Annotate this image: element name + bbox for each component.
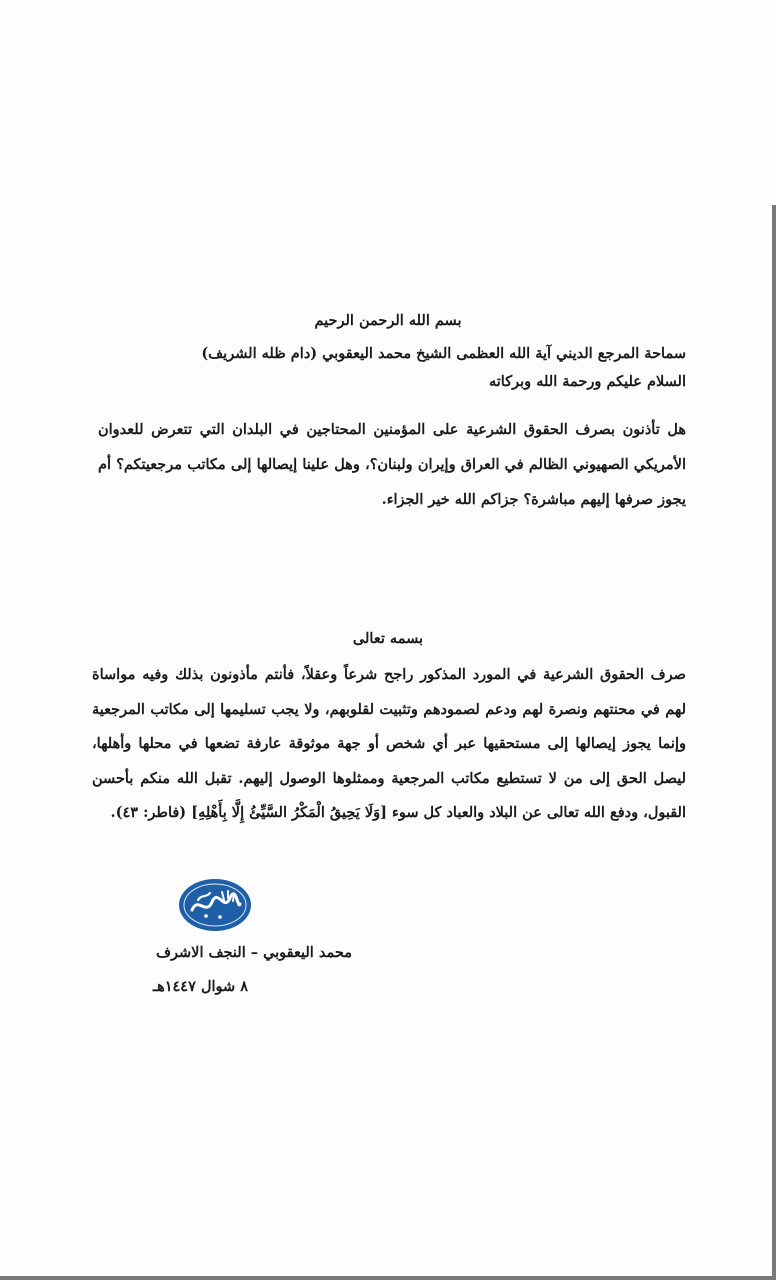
- question-header: [98, 340, 686, 396]
- reply-body: صرف الحقوق الشرعية في المورد المذكور راجح شرعاً وعقلاً، فأنتم مأذونون بذلك وفيه مواساة لهم في محنتهم ونصرة لهم ودعم لصمودهم وتثبيت لقلوبهم، ولا يجب تسليمها إلى مكاتب المرجعية وإنما يجوز إيصالها إلى مستحقيها عبر أي شخص أو جهة موثوقة عارفة تضعها في محلها وأهلها، ليصل الحق إلى من لا تستطيع مكاتب المرجعية وممثلوها الوصول إليهم. تقبل الله منكم بأحسن القبول، ودفع الله تعالى عن البلاد والعباد كل سوء [وَلَا يَحِيقُ الْمَكْرُ السَّيِّئُ إِلَّا بِأَهْلِهِ] (فاطر: ٤٣).: [92, 666, 686, 821]
- seal-stamp: [176, 876, 254, 934]
- reply-heading: بسمه تعالى: [352, 630, 424, 647]
- basmala-heading: بسم الله الرحمن الرحيم: [314, 312, 462, 329]
- signature-name: محمد اليعقوبي – النجف الاشرف: [156, 944, 352, 961]
- addressee-line: سماحة المرجع الديني آية الله العظمى الشيخ محمد اليعقوبي (دام ظله الشريف): [201, 345, 686, 362]
- page-edge-bottom: [0, 1276, 776, 1280]
- greeting-line: السلام عليكم ورحمة الله وبركاته: [488, 373, 686, 390]
- question-body: هل تأذنون بصرف الحقوق الشرعية على المؤمنين المحتاجين في البلدان التي تتعرض للعدوان الأمريكي الصهيوني الظالم في العراق وإيران ولبنان؟، وهل علينا إيصالها إلى مكاتب مرجعيتكم؟ أم يجوز صرفها إليهم مباشرة؟ جزاكم الله خير الجزاء.: [98, 421, 686, 508]
- signature-date: ٨ شوال ١٤٤٧هـ: [152, 978, 248, 995]
- page-edge-right: [772, 205, 776, 1280]
